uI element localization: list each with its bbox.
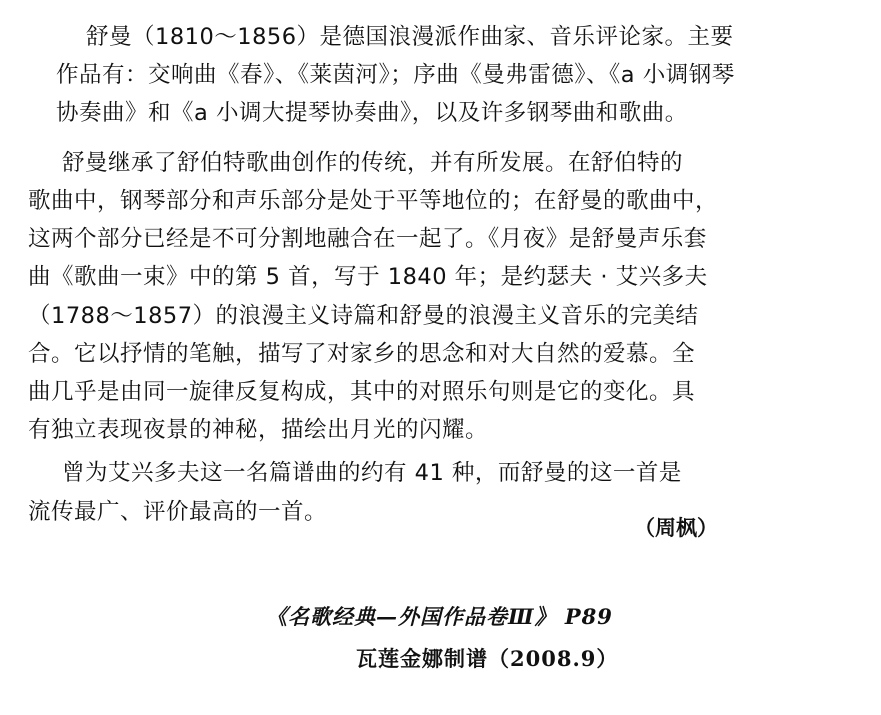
- text-line: 曾为艾兴多夫这一名篇谱曲的约有 41 种，而舒曼的这一首是: [62, 460, 682, 486]
- text-line: 曲几乎是由同一旋律反复构成，其中的对照乐句则是它的变化。具: [28, 379, 696, 405]
- score-credit: 瓦莲金娜制谱（2008.9）: [356, 646, 619, 671]
- text-line: 这两个部分已经是不可分割地融合在一起了。《月夜》是舒曼声乐套: [28, 226, 707, 252]
- text-line: 歌曲中，钢琴部分和声乐部分是处于平等地位的；在舒曼的歌曲中，: [28, 188, 719, 214]
- author-credit: （周枫）: [634, 516, 718, 540]
- text-line: （1788～1857）的浪漫主义诗篇和舒曼的浪漫主义音乐的完美结: [28, 303, 699, 329]
- text-line: 舒曼（1810～1856）是德国浪漫派作曲家、音乐评论家。主要: [86, 24, 734, 50]
- text-line: 合。它以抒情的笔触，描写了对家乡的思念和对大自然的爱慕。全: [28, 341, 696, 367]
- text-line: 作品有：交响曲《春》、《莱茵河》；序曲《曼弗雷德》、《a 小调钢琴: [56, 62, 735, 88]
- text-line: 协奏曲》和《a 小调大提琴协奏曲》，以及许多钢琴曲和歌曲。: [56, 100, 688, 126]
- text-line: 有独立表现夜景的神秘，描绘出月光的闪耀。: [28, 417, 489, 443]
- text-line: 舒曼继承了舒伯特歌曲创作的传统，并有所发展。在舒伯特的: [62, 150, 684, 176]
- text-line: 曲《歌曲一束》中的第 5 首，写于 1840 年；是约瑟夫 · 艾兴多夫: [28, 264, 708, 290]
- text-line: 流传最广、评价最高的一首。: [28, 499, 328, 525]
- source-citation: 《名歌经典—外国作品卷Ⅲ》 P89: [266, 604, 613, 629]
